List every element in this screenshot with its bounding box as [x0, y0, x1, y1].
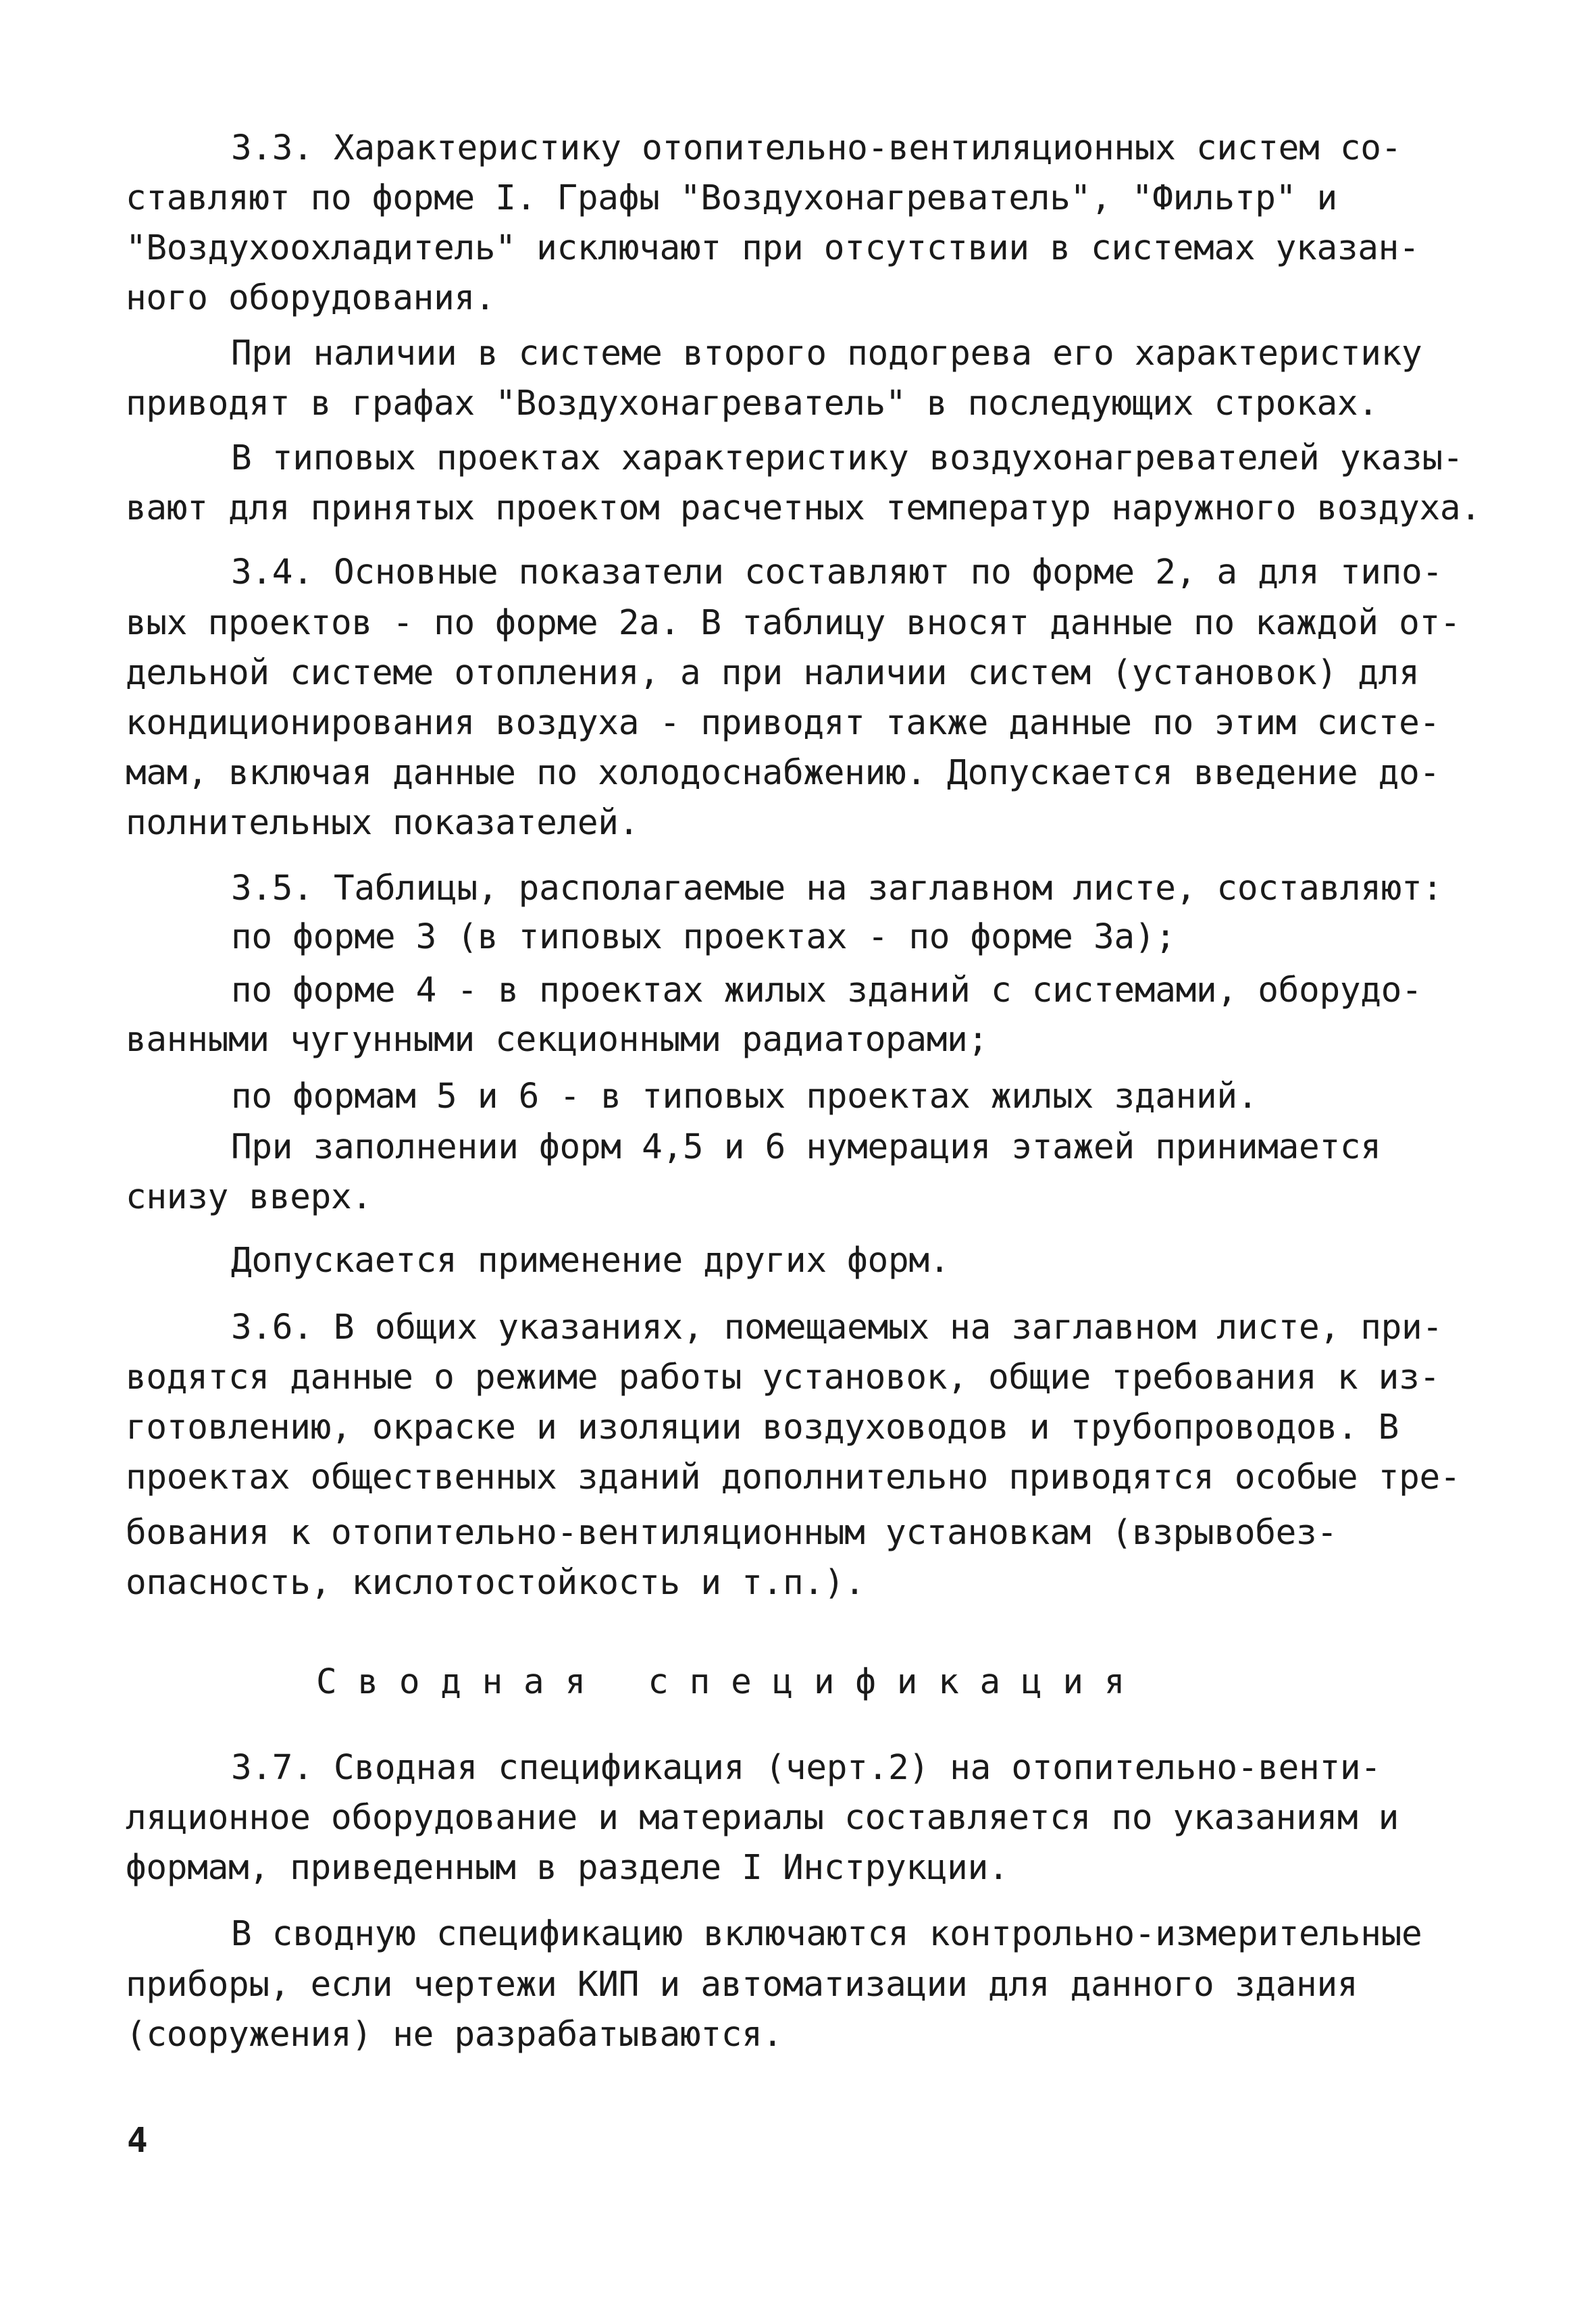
- paragraph-3-6-line-5: бования к отопительно-вентиляционным установкам (взрывобез-: [126, 1513, 1337, 1553]
- paragraph-3-7b-line-1: В сводную спецификацию включаются контрольно-измерительные: [231, 1914, 1422, 1954]
- paragraph-3-4-line-6: полнительных показателей.: [126, 803, 640, 843]
- paragraph-3-5b-line-1: При заполнении форм 4,5 и 6 нумерация этажей принимается: [231, 1127, 1381, 1167]
- paragraph-3-3-line-4: ного оборудования.: [126, 278, 496, 318]
- paragraph-3-7b-line-3: (сооружения) не разрабатываются.: [126, 2015, 783, 2055]
- paragraph-3-5-line-3: по форме 4 - в проектах жилых зданий с системами, оборудо-: [231, 971, 1422, 1010]
- paragraph-3-7-line-2: ляционное оборудование и материалы составляется по указаниям и: [126, 1798, 1399, 1838]
- paragraph-3-4-line-4: кондиционирования воздуха - приводят также данные по этим систе-: [126, 703, 1440, 743]
- paragraph-3-4-line-5: мам, включая данные по холодоснабжению. Допускается введение до-: [126, 753, 1440, 793]
- section-heading: С в о д н а я с п е ц и ф и к а ц и я: [316, 1662, 1125, 1702]
- paragraph-3-4-line-1: 3.4. Основные показатели составляют по форме 2, а для типо-: [231, 552, 1443, 592]
- paragraph-3-6-line-6: опасность, кислотостойкость и т.п.).: [126, 1563, 865, 1603]
- paragraph-3-5-line-1: 3.5. Таблицы, располагаемые на заглавном листе, составляют:: [231, 869, 1443, 908]
- paragraph-3-7-line-1: 3.7. Сводная спецификация (черт.2) на отопительно-венти-: [231, 1748, 1381, 1788]
- paragraph-3-4-line-2: вых проектов - по форме 2а. В таблицу вносят данные по каждой от-: [126, 603, 1461, 643]
- paragraph-3-3b-line-2: приводят в графах "Воздухонагреватель" в последующих строках.: [126, 384, 1379, 423]
- paragraph-3-4-line-3: дельной системе отопления, а при наличии систем (установок) для: [126, 653, 1420, 693]
- paragraph-3-6-line-2: водятся данные о режиме работы установок, общие требования к из-: [126, 1358, 1440, 1397]
- paragraph-3-5-line-5: по формам 5 и 6 - в типовых проектах жилых зданий.: [231, 1077, 1258, 1116]
- paragraph-3-6-line-1: 3.6. В общих указаниях, помещаемых на заглавном листе, при-: [231, 1308, 1443, 1347]
- paragraph-3-6-line-4: проектах общественных зданий дополнительно приводятся особые тре-: [126, 1458, 1461, 1497]
- paragraph-3-6-line-3: готовлению, окраске и изоляции воздуховодов и трубопроводов. В: [126, 1408, 1399, 1447]
- paragraph-3-7b-line-2: приборы, если чертежи КИП и автоматизации для данного здания: [126, 1965, 1358, 2005]
- paragraph-3-5-line-2: по форме 3 (в типовых проектах - по форме 3а);: [231, 917, 1176, 957]
- paragraph-3-3-line-2: ставляют по форме I. Графы "Воздухонагреватель", "Фильтр" и: [126, 178, 1337, 218]
- paragraph-3-3c-line-1: В типовых проектах характеристику воздухонагревателей указы-: [231, 438, 1464, 478]
- paragraph-3-5c-line-1: Допускается применение других форм.: [231, 1241, 950, 1281]
- paragraph-3-3-line-3: "Воздухоохладитель" исключают при отсутствии в системах указан-: [126, 228, 1420, 268]
- paragraph-3-7-line-3: формам, приведенным в разделе I Инструкции.: [126, 1848, 1009, 1888]
- paragraph-3-5b-line-2: снизу вверх.: [126, 1177, 372, 1217]
- paragraph-3-3b-line-1: При наличии в системе второго подогрева его характеристику: [231, 334, 1422, 374]
- page-number: 4: [127, 2121, 148, 2161]
- paragraph-3-3-line-1: 3.3. Характеристику отопительно-вентиляционных систем со-: [231, 128, 1402, 168]
- paragraph-3-5-line-4: ванными чугунными секционными радиаторами;: [126, 1020, 988, 1060]
- paragraph-3-3c-line-2: вают для принятых проектом расчетных температур наружного воздуха.: [126, 488, 1481, 528]
